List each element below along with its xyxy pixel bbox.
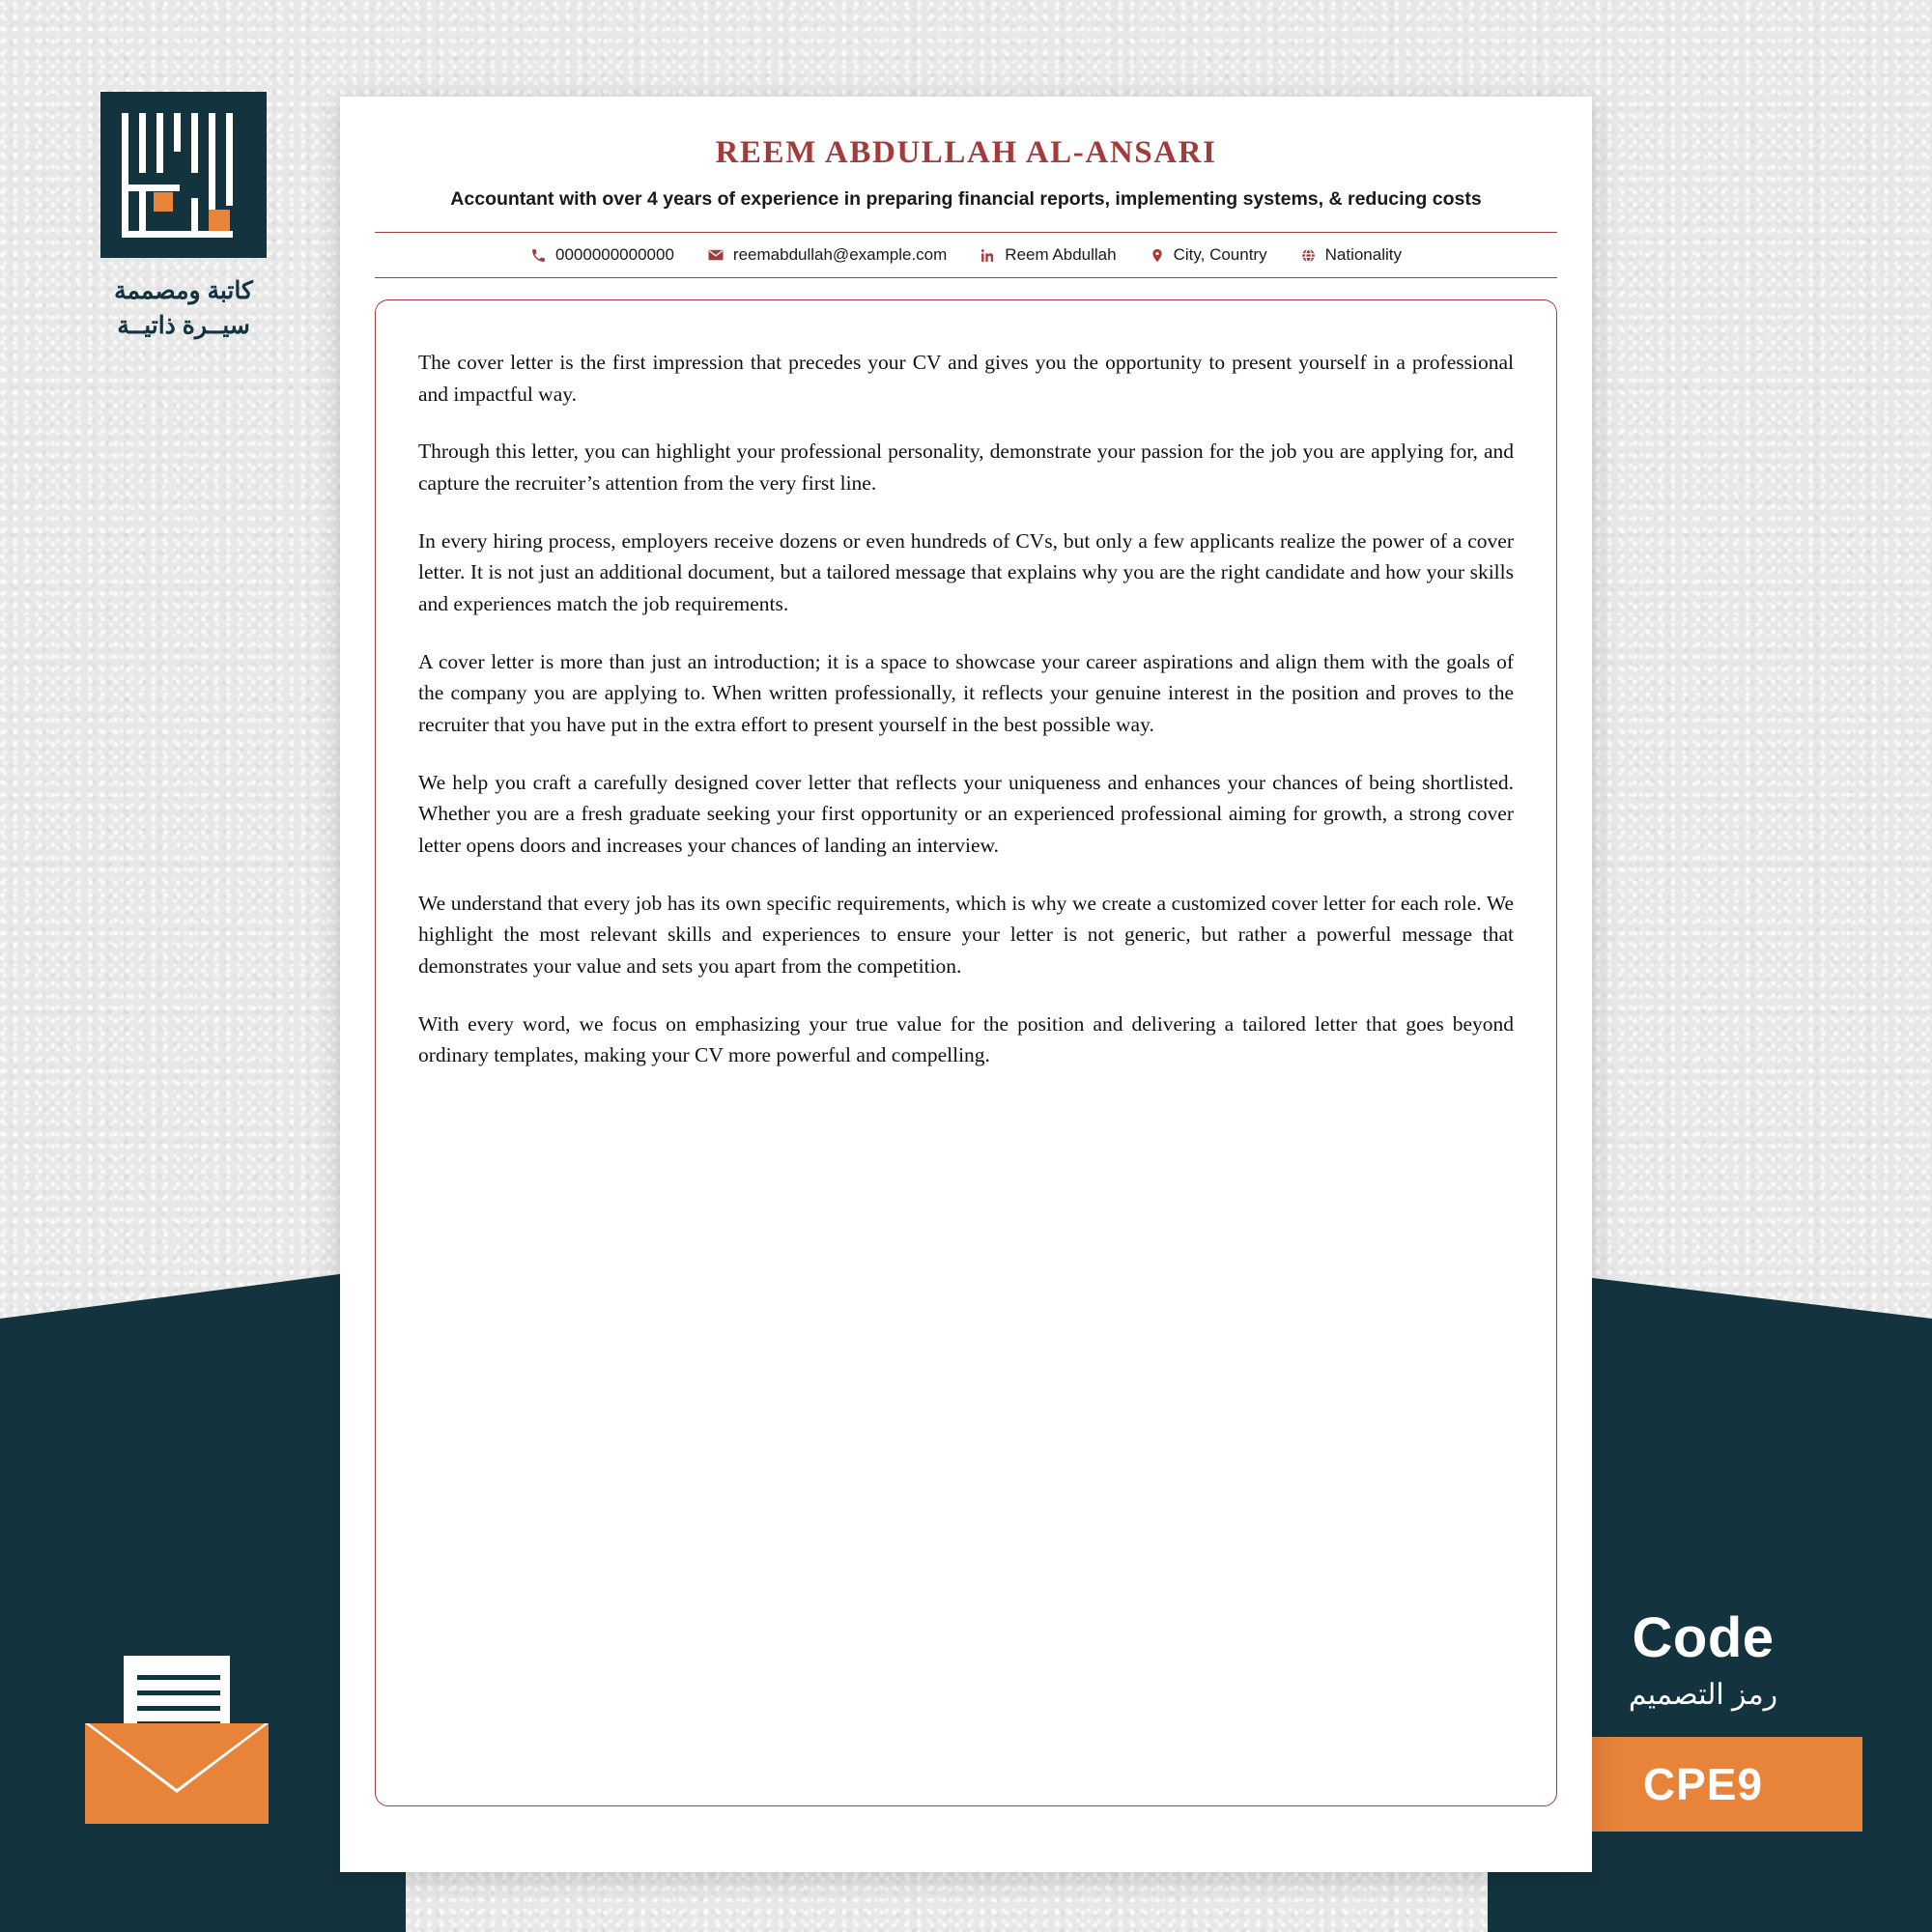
professional-tagline: Accountant with over 4 years of experience in preparing financial reports, implementing systems, & reducing costs: [450, 188, 1482, 210]
brand-logo: [97, 92, 270, 344]
contact-location: [1150, 245, 1267, 265]
cover-letter-page: [340, 97, 1592, 1872]
page-title: REEM ABDULLAH AL-ANSARI: [715, 135, 1217, 170]
contact-phone: [530, 245, 674, 265]
cover-letter-body: [375, 299, 1557, 1806]
letter-paragraph: With every word, we focus on emphasizing your true value for the position and delivering a tailored letter that goes beyond ordinary templates, making your CV more powerful and compelling.: [418, 1011, 1514, 1067]
code-badge: CPE9: [1544, 1737, 1862, 1832]
logo-caption: [97, 273, 270, 344]
contact-linkedin: [980, 245, 1116, 265]
email-icon: [707, 246, 724, 264]
contact-location-value: City, Country: [1173, 245, 1267, 264]
phone-icon: [530, 247, 547, 264]
logo-caption-line1: كاتبة ومصممة: [114, 277, 253, 304]
letter-paragraph: Through this letter, you can highlight your professional personality, demonstrate your passion for the job you are applying for, and capture the recruiter’s attention from the very first line.: [418, 440, 1514, 496]
letter-paragraph: We help you craft a carefully designed cover letter that reflects your uniqueness and enhances your chances of being shortlisted. Whether you are a fresh graduate seeking your first opportunity or an experienced professional aiming for growth, a strong cover letter opens doors and increases your chances of landing an interview.: [418, 770, 1514, 858]
contact-linkedin-value: Reem Abdullah: [1005, 245, 1117, 264]
letter-paragraph: In every hiring process, employers receive dozens or even hundreds of CVs, but only a few applicants realize the power of a cover letter. It is not just an additional document, but a tailored message that explains why you are the right candidate and how your skills and experiences match the job requirements.: [418, 528, 1514, 616]
contact-email-value: reemabdullah@example.com: [732, 245, 948, 264]
letter-paragraph: We understand that every job has its own specific requirements, which is why we create a customized cover letter for each role. We highlight the most relevant skills and experiences to ensure your letter is not generic, but rather a powerful message that demonstrates your value and sets you apart from the competition.: [418, 891, 1514, 979]
contact-bar: [375, 232, 1557, 278]
envelope-flap: [89, 1723, 265, 1789]
contact-email: [707, 245, 947, 265]
letter-paragraph: A cover letter is more than just an introduction; it is a space to showcase your career aspirations and align them with the goals of the company you are applying to. When written professionally, it reflects your genuine interest in the position and proves to the recruiter that you have put in the extra effort to present yourself in the best possible way.: [418, 649, 1514, 737]
calligraphy-logo-icon: [100, 92, 267, 258]
letter-paragraph: The cover letter is the first impression that precedes your CV and gives you the opportunity to present yourself in a professional and impactful way.: [418, 351, 1514, 406]
code-subtitle: رمز التصميم: [1628, 1679, 1778, 1711]
contact-nationality-value: Nationality: [1324, 245, 1402, 264]
envelope-document-icon: [85, 1654, 269, 1828]
globe-icon: [1300, 247, 1317, 264]
location-icon: [1150, 247, 1165, 264]
logo-caption-line2: سيــرة ذاتيــة: [117, 312, 250, 340]
contact-phone-value: 0000000000000: [555, 245, 674, 264]
document-header: [340, 97, 1592, 211]
linkedin-icon: [980, 247, 996, 264]
code-title: Code: [1632, 1606, 1775, 1669]
contact-nationality: [1300, 245, 1402, 265]
